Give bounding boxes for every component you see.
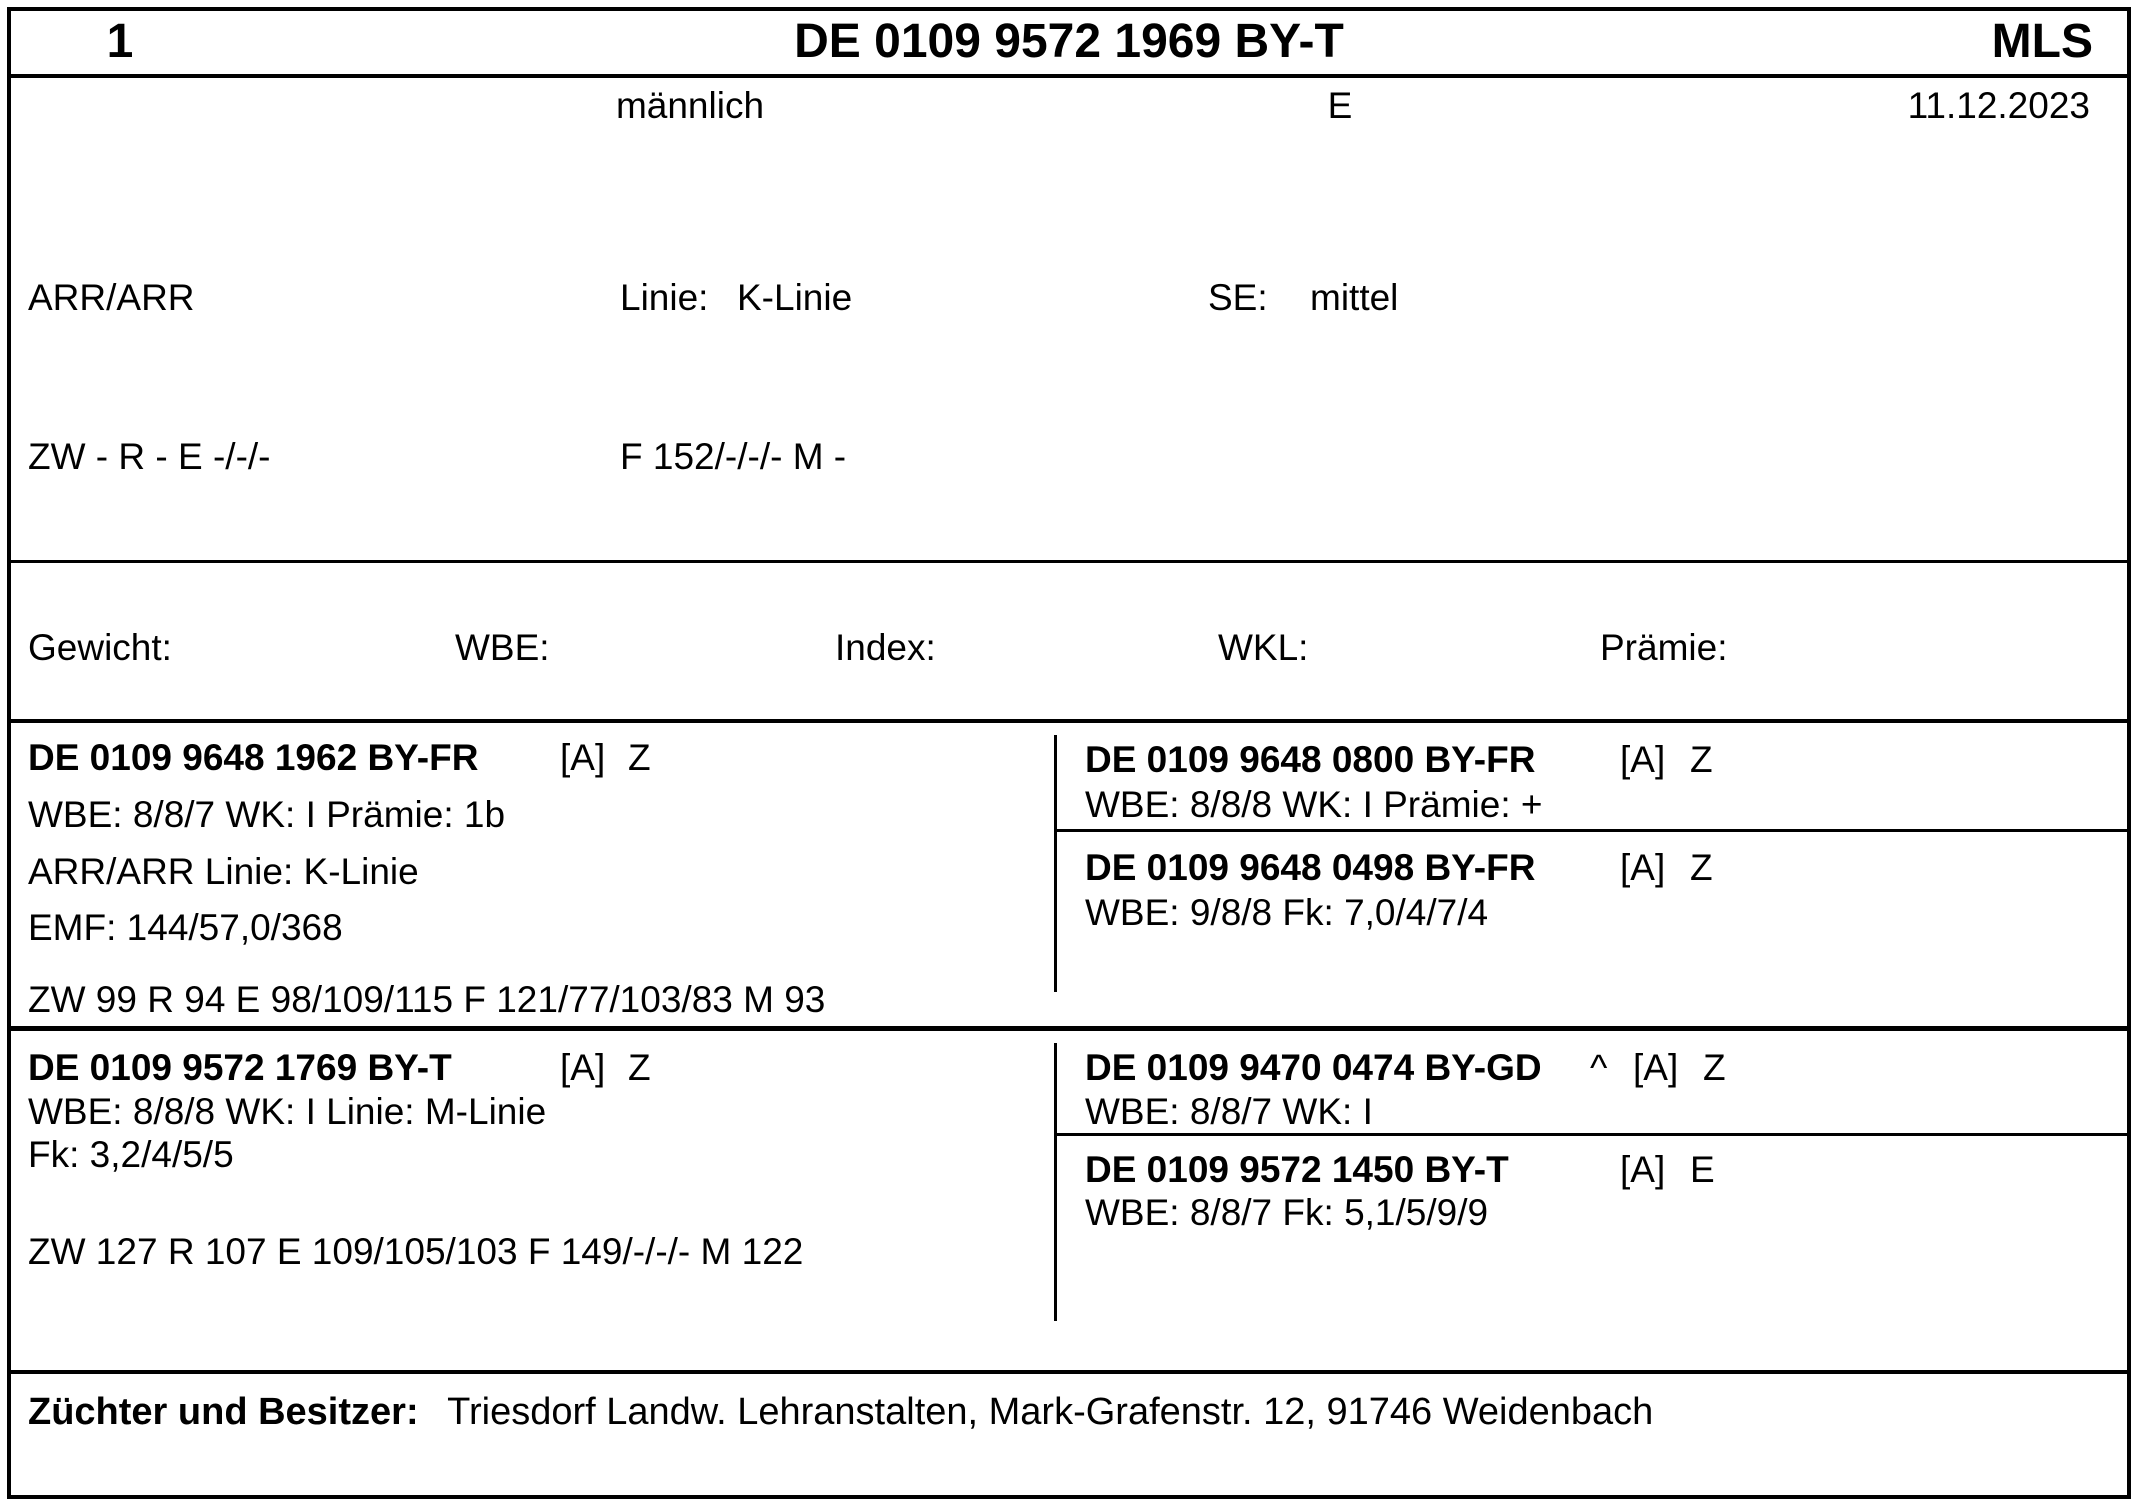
- dam-sire-wbe-line: WBE: 8/8/7 WK: I: [1085, 1091, 1373, 1132]
- footer-divider: [10, 1370, 2128, 1374]
- linie-label: Linie:: [620, 277, 709, 318]
- sire-code: Z: [628, 737, 651, 778]
- sire-zw-line: ZW 99 R 94 E 98/109/115 F 121/77/103/83 M 93: [28, 979, 826, 1020]
- animal-id-title: DE 0109 9572 1969 BY-T: [794, 15, 1344, 68]
- header-divider: [10, 74, 2128, 78]
- dam-tag: [A]: [560, 1047, 606, 1088]
- sire-sire-wbe-line: WBE: 8/8/8 WK: I Prämie: +: [1085, 784, 1543, 825]
- sire-dam-tag: [A]: [1620, 847, 1666, 888]
- sire-emf-line: EMF: 144/57,0/368: [28, 907, 343, 948]
- sire-wbe-line: WBE: 8/8/7 WK: I Prämie: 1b: [28, 794, 506, 835]
- dam-zw-line: ZW 127 R 107 E 109/105/103 F 149/-/-/- M 122: [28, 1231, 804, 1272]
- se-label: SE:: [1208, 277, 1268, 318]
- wbe-label: WBE:: [455, 627, 550, 668]
- sire-sire-code: Z: [1690, 739, 1713, 780]
- praemie-label: Prämie:: [1600, 627, 1728, 668]
- pedigree-bottom-vertical-divider: [1054, 1043, 1057, 1321]
- dam-dam-tag: [A]: [1620, 1149, 1666, 1190]
- sire-sire-id-row: [1085, 740, 2085, 781]
- dam-id-row: [28, 1048, 1028, 1089]
- gewicht-label: Gewicht:: [28, 627, 172, 668]
- dam-sire-caret-mark: ^: [1590, 1047, 1608, 1088]
- sire-dam-wbe-line: WBE: 9/8/8 Fk: 7,0/4/7/4: [1085, 892, 1489, 933]
- sire-dam-code: Z: [1690, 847, 1713, 888]
- dam-dam-wbe-line: WBE: 8/8/7 Fk: 5,1/5/9/9: [1085, 1192, 1489, 1233]
- org-code: MLS: [1991, 15, 2093, 68]
- f-line: F 152/-/-/- M -: [620, 436, 847, 477]
- se-value: mittel: [1310, 277, 1399, 318]
- dam-sire-tag: [A]: [1633, 1047, 1679, 1088]
- sire-sire-id: DE 0109 9648 0800 BY-FR: [1085, 739, 1536, 780]
- dam-dam-code: E: [1690, 1149, 1715, 1190]
- sire-id: DE 0109 9648 1962 BY-FR: [28, 737, 479, 778]
- genotype-value: ARR/ARR: [28, 277, 195, 318]
- measures-top-divider: [10, 560, 2128, 563]
- class-value: E: [1327, 85, 1353, 126]
- dam-wbe-line: WBE: 8/8/8 WK: I Linie: M-Linie: [28, 1091, 547, 1132]
- dam-dam-id-row: [1085, 1150, 2085, 1191]
- breeder-owner-label: Züchter und Besitzer:: [28, 1391, 419, 1433]
- sex-value: männlich: [615, 85, 765, 126]
- pedigree-top-vertical-divider: [1054, 735, 1057, 992]
- breeder-owner-value: Triesdorf Landw. Lehranstalten, Mark-Grafenstr. 12, 91746 Weidenbach: [447, 1391, 1654, 1433]
- dam-id: DE 0109 9572 1769 BY-T: [28, 1047, 452, 1088]
- pedigree-top-divider: [10, 719, 2128, 723]
- dam-sire-code: Z: [1703, 1047, 1726, 1088]
- sire-parents-divider: [1054, 829, 2127, 832]
- sire-dam-id-row: [1085, 848, 2085, 889]
- sire-genotype-line: ARR/ARR Linie: K-Linie: [28, 851, 419, 892]
- zw-line: ZW - R - E -/-/-: [28, 436, 271, 477]
- breeder-owner-row: [28, 1392, 1653, 1434]
- sire-sire-tag: [A]: [1620, 739, 1666, 780]
- sire-tag: [A]: [560, 737, 606, 778]
- dam-fk-line: Fk: 3,2/4/5/5: [28, 1134, 234, 1175]
- sire-dam-id: DE 0109 9648 0498 BY-FR: [1085, 847, 1536, 888]
- sire-id-row: [28, 738, 1028, 779]
- pedigree-middle-divider: [10, 1026, 2128, 1031]
- date-value: 11.12.2023: [1907, 85, 2090, 126]
- dam-sire-id: DE 0109 9470 0474 BY-GD: [1085, 1047, 1542, 1088]
- linie-value: K-Linie: [737, 277, 853, 318]
- catalog-number: 1: [106, 15, 134, 68]
- wkl-label: WKL:: [1218, 627, 1309, 668]
- dam-sire-id-row: [1085, 1048, 2085, 1089]
- dam-code: Z: [628, 1047, 651, 1088]
- dam-dam-id: DE 0109 9572 1450 BY-T: [1085, 1149, 1509, 1190]
- dam-parents-divider: [1054, 1133, 2127, 1136]
- index-label: Index:: [835, 627, 936, 668]
